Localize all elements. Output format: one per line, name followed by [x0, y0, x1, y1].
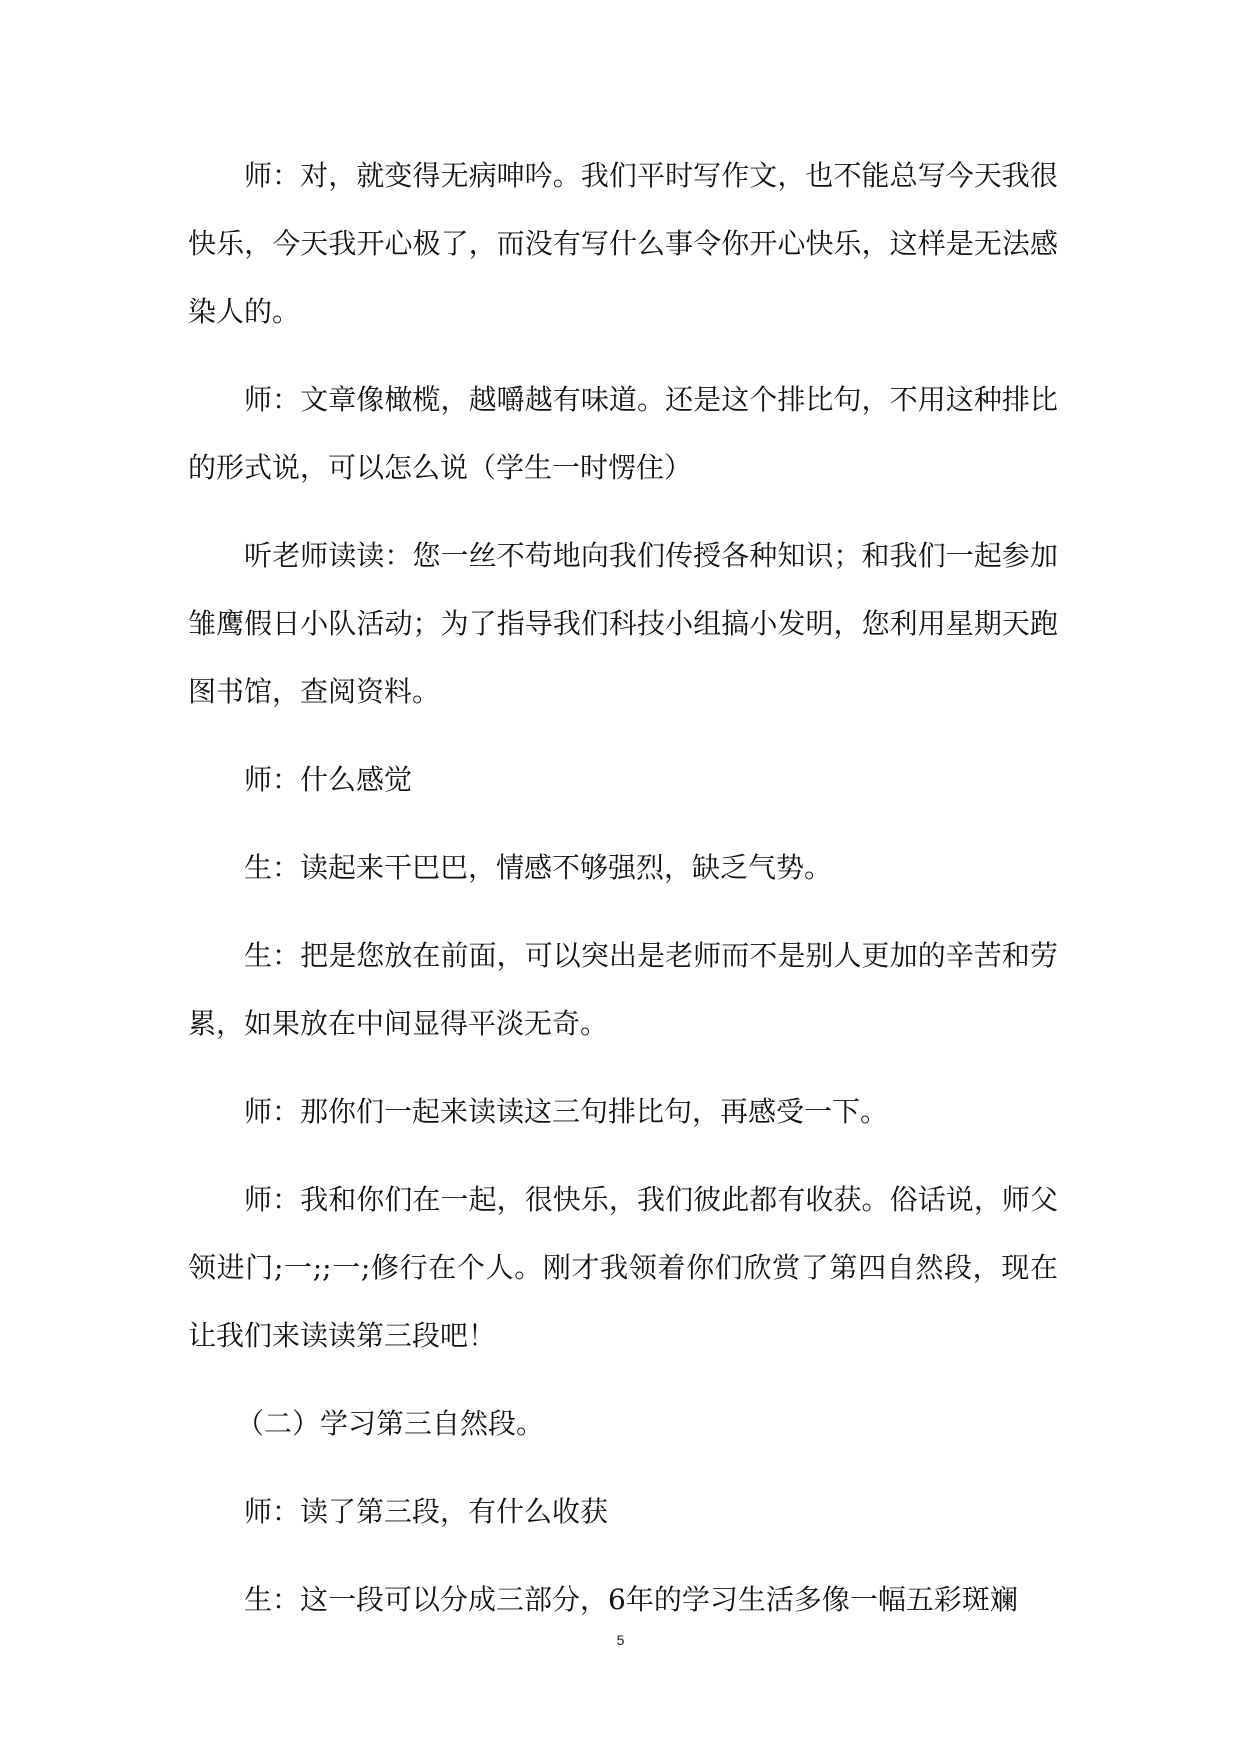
paragraph: 师：什么感觉 [244, 763, 413, 796]
paragraph: 师：对，就变得无病呻吟。我们平时写作文，也不能总写今天我很快乐，今天我开心极了，而没有写什么事令你开心快乐，这样是无法感染人的。 [188, 159, 1058, 328]
paragraph: 生：这一段可以分成三部分，6年的学习生活多像一幅五彩斑斓 [244, 1583, 1018, 1616]
body-text [188, 142, 1058, 1654]
section-heading: （二）学习第三自然段。 [236, 1407, 545, 1440]
paragraph: 听老师读读：您一丝不苟地向我们传授各种知识；和我们一起参加雏鹰假日小队活动；为了指导我们科技小组搞小发明，您利用星期天跑图书馆，查阅资料。 [188, 539, 1058, 708]
paragraph: 师：读了第三段，有什么收获 [244, 1495, 609, 1528]
paragraph: 师：那你们一起来读读这三句排比句，再感受一下。 [244, 1095, 889, 1128]
paragraph: 生：把是您放在前面，可以突出是老师而不是别人更加的辛苦和劳累，如果放在中间显得平淡无奇。 [188, 939, 1058, 1040]
page-number: 5 [616, 1632, 625, 1648]
paragraph: 生：读起来干巴巴，情感不够强烈，缺乏气势。 [244, 851, 833, 884]
paragraph: 师：我和你们在一起，很快乐，我们彼此都有收获。俗话说，师父领进门;一;;一;修行在个人。刚才我领着你们欣赏了第四自然段，现在让我们来读读第三段吧！ [188, 1183, 1058, 1352]
paragraph: 师：文章像橄榄，越嚼越有味道。还是这个排比句，不用这种排比的形式说，可以怎么说（学生一时愣住） [188, 383, 1058, 484]
